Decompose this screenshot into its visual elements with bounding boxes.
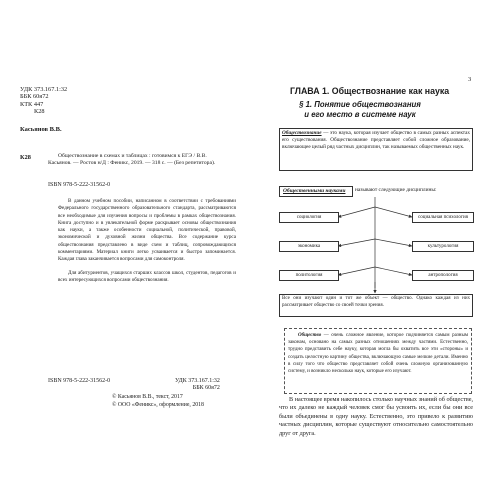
definition-term: Обществознание bbox=[282, 130, 322, 136]
society-definition-box bbox=[284, 328, 472, 394]
arrow-sociology bbox=[338, 207, 375, 217]
society-text bbox=[288, 332, 468, 375]
definition-box bbox=[279, 128, 473, 171]
author-mark: К28 bbox=[34, 108, 45, 116]
udk-bottom-block bbox=[175, 378, 220, 392]
arrow-economics bbox=[338, 239, 375, 246]
left-page-imprint bbox=[0, 74, 250, 492]
definition-body: — это наука, которая изучает общество в самых разных аспектах его существования. Обществознание представляет собой сложное образование, включающее целый ряд частных дисциплин, так называемых общественных наук. bbox=[282, 130, 470, 150]
copyright-design: © ООО «Феникс», оформление, 2018 bbox=[112, 401, 204, 408]
list-intro: называют следующие дисциплины: bbox=[355, 187, 437, 193]
udk-classification-block bbox=[20, 86, 67, 116]
udk-bottom-code: УДК 373.167.1:32 bbox=[175, 378, 220, 384]
definition-text bbox=[282, 130, 470, 151]
arrow-social-psychology bbox=[375, 207, 412, 217]
science-sociology: социология bbox=[279, 212, 339, 223]
arrow-politology bbox=[338, 267, 375, 275]
audience-text: Для абитуриентов, учащихся старших классов школ, студентов, педагогов и всех интересующихся вопросами обществознания. bbox=[58, 270, 236, 284]
list-title: Общественными науками bbox=[283, 188, 346, 194]
science-social-psychology: социальная психология bbox=[412, 212, 474, 223]
annotation-text: В данном учебном пособии, написанном в соответствии с требованиями Федерального государственного образовательного стандарта, рассматриваются все необходимые для изучения вопросы и проблемы в рамках обществознания. Книга доступно и в увлекательной форме раскрывает основы обществознания как науки, а также особенности социальной, политической, правовой, экономической и духовной жизни общества. Все содержание курса обществознания представлено в виде схем и таблиц, сопровождающихся комментариями. Материал книги легко усваивается и быстро запоминается. Каждая глава заканчивается вопросами для самоконтроля. bbox=[58, 198, 236, 263]
catalog-description: Обществознание в схемах и таблицах : готовимся к ЕГЭ / В.В. Касьянов. — Ростов н/Д : Феникс, 2019. — 318 с. — (Без репетитора). bbox=[48, 153, 216, 167]
science-economics: экономика bbox=[279, 241, 339, 252]
list-title-box bbox=[279, 186, 353, 197]
body-paragraph: В настоящее время накопилось столько научных знаний об обществе, что их далеко не каждый человек смог бы усвоить их, если бы они все были объединены в одну науку. Естественно, это привело к развитию частных дисциплин, которые существуют относительно самостоятельно друг от друга. bbox=[279, 396, 473, 437]
science-politology: политология bbox=[279, 270, 339, 281]
page-number: 3 bbox=[468, 76, 472, 83]
arrow-culturology bbox=[375, 239, 412, 246]
common-object-text: Все они изучают один и тот же объект — общество. Однако каждая из них рассматривает общество со своей точки зрения. bbox=[282, 296, 470, 308]
author-name: Касьянов В.В. bbox=[20, 126, 62, 133]
society-term: Общество bbox=[298, 333, 322, 338]
copyright-block bbox=[112, 394, 204, 409]
udk-code: УДК 373.167.1:32 bbox=[20, 86, 68, 93]
right-page-chapter bbox=[250, 74, 500, 492]
isbn-top: ISBN 978-5-222-31562-0 bbox=[48, 182, 111, 188]
bbk-bottom-code: ББК 60я72 bbox=[192, 385, 220, 392]
science-anthropology: антропология bbox=[412, 270, 474, 281]
science-culturology: культурология bbox=[412, 241, 474, 252]
isbn-bottom: ISBN 978-5-222-31562-0 bbox=[48, 378, 111, 384]
society-body: — очень сложное явление, которое подчиняется самым разным законам, основано на самых разных отношениях между частями. Естественно, трудно представить себе науку, которая могла бы охватить все эти «стороны» и создать целостную картину общества, включающую самые мелкие детали. Именно в силу того что общество представляет собой очень сложную организованную систему, и возникло несколько наук, которые его изучают. bbox=[288, 333, 468, 375]
common-object-box bbox=[279, 294, 473, 317]
chapter-title: ГЛАВА 1. Обществознание как наука bbox=[290, 86, 450, 96]
bbk-code: ББК 60я72 bbox=[20, 93, 49, 101]
copyright-text: © Касьянов В.В., текст, 2017 bbox=[112, 394, 183, 400]
arrow-anthropology bbox=[375, 267, 412, 275]
section-title-line-2: и его место в системе наук bbox=[304, 109, 416, 119]
section-title-line-1: § 1. Понятие обществознания bbox=[299, 100, 421, 109]
catalog-tag: К28 bbox=[20, 154, 31, 161]
ktk-code: КТК 447 bbox=[20, 100, 44, 108]
